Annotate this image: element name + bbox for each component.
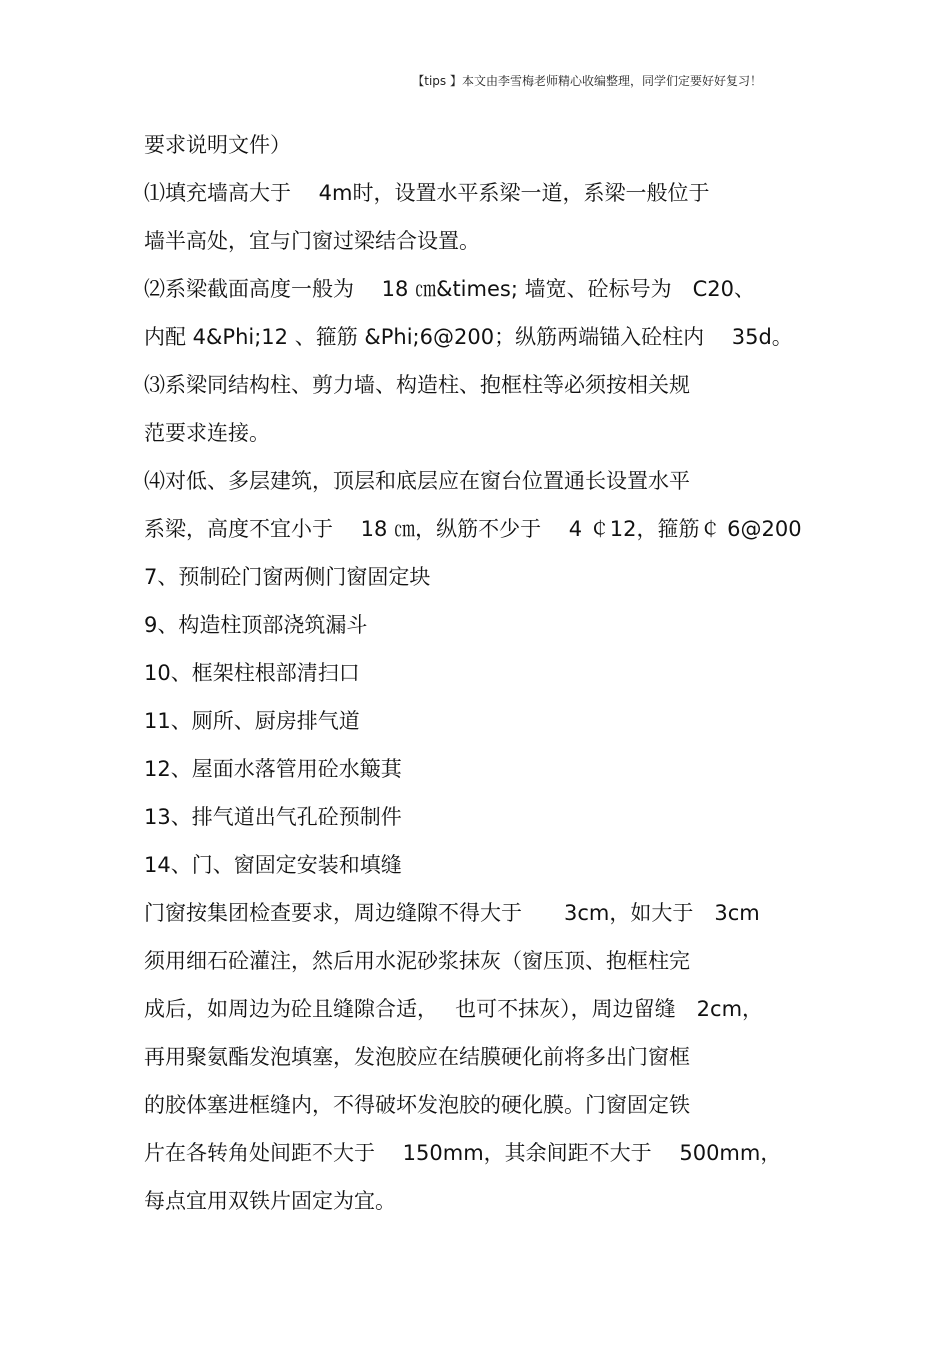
text-line: ⑷对低、多层建筑，顶层和底层应在窗台位置通长设置水平 [144,469,690,493]
text-line: 14、门、窗固定安装和填缝 [144,853,402,877]
text-line: 门窗按集团检查要求，周边缝隙不得大于 3cm，如大于 3cm [144,901,760,925]
text-line: 范要求连接。 [144,421,270,445]
text-line: ⑶系梁同结构柱、剪力墙、构造柱、抱框柱等必须按相关规 [144,373,690,397]
text-line: 11、厕所、厨房排气道 [144,709,360,733]
text-line: 10、框架柱根部清扫口 [144,661,360,685]
text-line: 13、排气道出气孔砼预制件 [144,805,402,829]
text-line: ⑵系梁截面高度一般为 18 ㎝&times; 墙宽、砼标号为 C20、 [144,277,755,301]
text-line: 每点宜用双铁片固定为宜。 [144,1189,396,1213]
text-line: 要求说明文件） [144,133,291,157]
header-tip: 【tips 】本文由李雪梅老师精心收编整理，同学们定要好好复习！ [412,74,762,88]
text-line: 9、构造柱顶部浇筑漏斗 [144,613,368,637]
text-line: 成后，如周边为砼且缝隙合适， 也可不抹灰），周边留缝 2cm， [144,997,764,1021]
text-line: 片在各转角处间距不大于 150mm，其余间距不大于 500mm， [144,1141,782,1165]
text-line: 系梁，高度不宜小于 18 ㎝，纵筋不少于 4 ￠12，箍筋￠ 6@200 [144,517,802,541]
text-line: 再用聚氨酯发泡填塞，发泡胶应在结膜硬化前将多出门窗框 [144,1045,690,1069]
text-line: 7、预制砼门窗两侧门窗固定块 [144,565,431,589]
text-line: 墙半高处，宜与门窗过梁结合设置。 [144,229,480,253]
text-line: 内配 4&Phi;12 、箍筋 &Phi;6@200；纵筋两端锚入砼柱内 35d。 [144,325,793,349]
text-line: 12、屋面水落管用砼水簸萁 [144,757,402,781]
text-line: ⑴填充墙高大于 4m时，设置水平系梁一道，系梁一般位于 [144,181,710,205]
text-line: 须用细石砼灌注，然后用水泥砂浆抹灰（窗压顶、抱框柱完 [144,949,690,973]
text-line: 的胶体塞进框缝内，不得破坏发泡胶的硬化膜。门窗固定铁 [144,1093,690,1117]
